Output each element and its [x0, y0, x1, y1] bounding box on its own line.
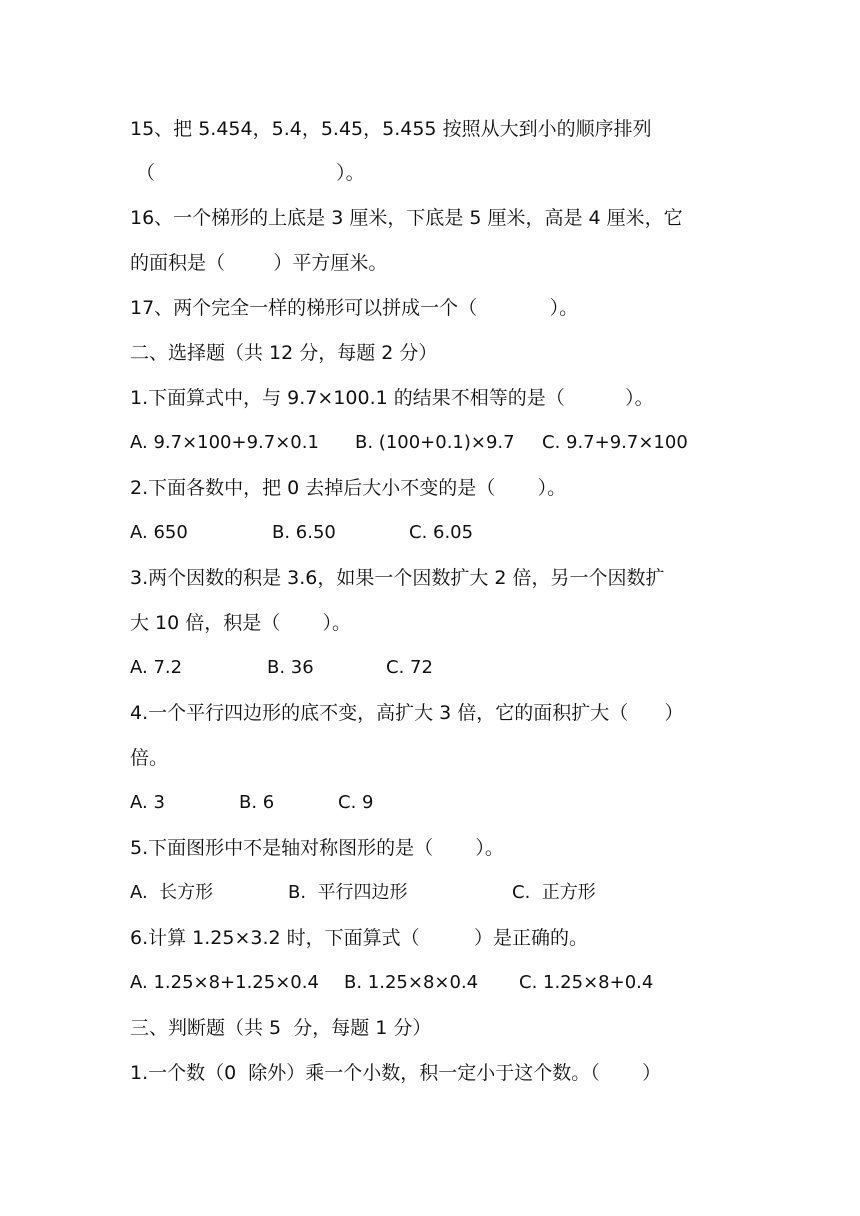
section-heading-choice: 二、选择题（共 12 分，每题 2 分） [130, 342, 438, 364]
section-heading-judgment: 三、判断题（共 5 分，每题 1 分） [130, 1017, 432, 1039]
option-b: B. 1.25×8×0.4 [344, 972, 479, 993]
option-c: C. 6.05 [409, 522, 474, 543]
option-a: A. 长方形 [130, 882, 214, 903]
choice-question-4: 4.一个平行四边形的底不变，高扩大 3 倍，它的面积扩大（ ） [130, 702, 684, 724]
question-15-answer-blank: （ ）。 [136, 162, 365, 184]
option-c: C. 9.7+9.7×100 [542, 432, 688, 453]
option-a: A. 9.7×100+9.7×0.1 [130, 432, 319, 453]
choice-question-4-cont: 倍。 [130, 747, 169, 769]
option-b: B. 平行四边形 [288, 882, 408, 903]
option-a: A. 3 [130, 792, 165, 813]
option-c: C. 正方形 [512, 882, 596, 903]
choice-question-6: 6.计算 1.25×3.2 时，下面算式（ ）是正确的。 [130, 927, 589, 949]
judgment-question-1: 1.一个数（0 除外）乘一个小数，积一定小于这个数。（ ） [130, 1062, 662, 1084]
option-b: B. 6 [239, 792, 275, 813]
choice-question-3: 3.两个因数的积是 3.6，如果一个因数扩大 2 倍，另一个因数扩 [130, 567, 665, 589]
option-a: A. 1.25×8+1.25×0.4 [130, 972, 319, 993]
question-16-text: 16、一个梯形的上底是 3 厘米，下底是 5 厘米，高是 4 厘米，它 [130, 207, 683, 229]
choice-question-3-cont: 大 10 倍，积是（ ）。 [130, 612, 352, 634]
choice-question-5: 5.下面图形中不是轴对称图形的是（ ）。 [130, 837, 504, 859]
option-b: B. 6.50 [272, 522, 336, 543]
option-c: C. 9 [338, 792, 374, 813]
choice-question-1: 1.下面算式中，与 9.7×100.1 的结果不相等的是（ ）。 [130, 387, 654, 409]
option-a: A. 7.2 [130, 657, 183, 678]
option-b: B. (100+0.1)×9.7 [355, 432, 515, 453]
option-c: C. 72 [386, 657, 433, 678]
option-a: A. 650 [130, 522, 188, 543]
option-b: B. 36 [267, 657, 314, 678]
option-c: C. 1.25×8+0.4 [519, 972, 654, 993]
choice-question-2: 2.下面各数中，把 0 去掉后大小不变的是（ ）。 [130, 477, 567, 499]
question-16-text-cont: 的面积是（ ）平方厘米。 [130, 252, 388, 274]
question-15-text: 15、把 5.454，5.4，5.45，5.455 按照从大到小的顺序排列 [130, 118, 652, 140]
question-17-text: 17、两个完全一样的梯形可以拼成一个（ ）。 [130, 297, 579, 319]
